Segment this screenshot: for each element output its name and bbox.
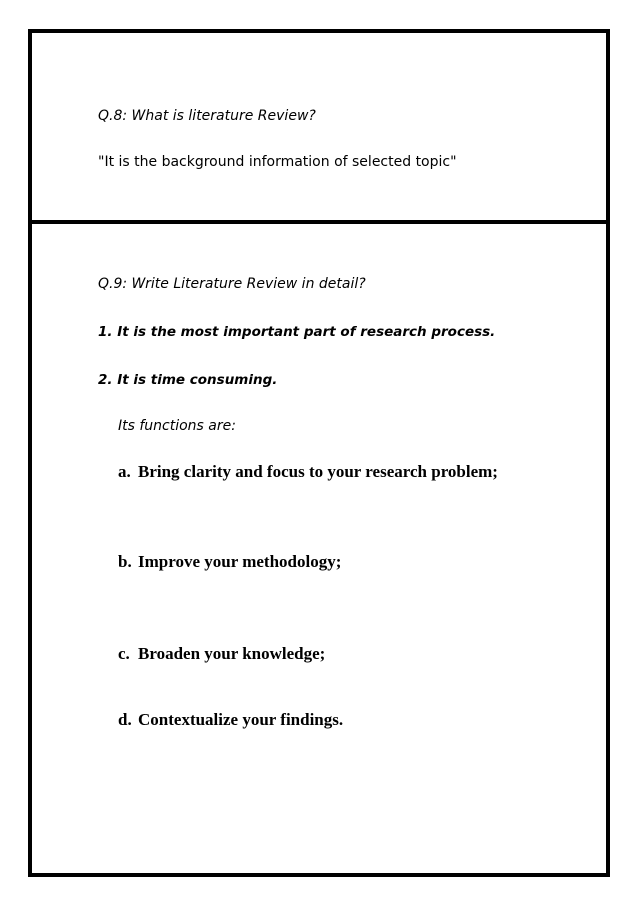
- q9-point-2: 2. It is time consuming.: [98, 372, 278, 388]
- function-text: Improve your methodology;: [138, 552, 342, 571]
- functions-label: Its functions are:: [118, 418, 236, 434]
- function-marker: a.: [118, 462, 131, 481]
- function-item-c: [118, 643, 498, 664]
- q9-box: [28, 220, 610, 877]
- function-item-b: [118, 551, 498, 572]
- function-text: Contextualize your findings.: [138, 710, 344, 729]
- function-item-d: [118, 709, 498, 730]
- function-text: Bring clarity and focus to your research problem;: [138, 462, 498, 481]
- q8-question: Q.8: What is literature Review?: [98, 108, 316, 124]
- q9-point-1: 1. It is the most important part of research process.: [98, 324, 496, 340]
- q9-question: Q.9: Write Literature Review in detail?: [98, 276, 366, 292]
- function-marker: d.: [118, 710, 132, 729]
- function-item-a: [118, 461, 498, 482]
- function-marker: b.: [118, 552, 132, 571]
- q8-answer: "It is the background information of selected topic": [98, 154, 457, 170]
- function-text: Broaden your knowledge;: [138, 644, 326, 663]
- q8-box: [28, 29, 610, 224]
- function-marker: c.: [118, 644, 130, 663]
